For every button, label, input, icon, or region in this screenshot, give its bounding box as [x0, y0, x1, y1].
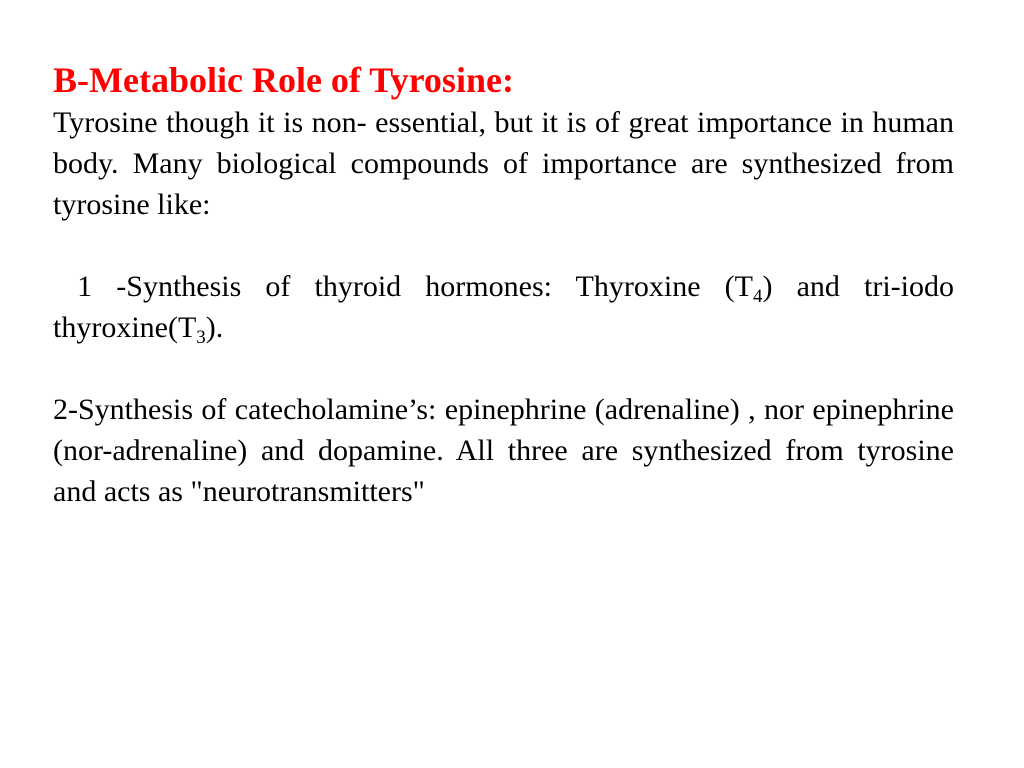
thyroid-text-start: 1 -Synthesis of thyroid hormones: Thyroxine (T [77, 270, 753, 303]
thyroid-hormones-paragraph [53, 266, 954, 348]
slide-title: B-Metabolic Role of Tyrosine: [53, 60, 514, 100]
t4-subscript: 4 [752, 286, 763, 307]
thyroid-text-middle: ) and tri-iodo thyroxine(T [53, 270, 954, 344]
t3-subscript: 3 [196, 327, 206, 348]
catecholamine-paragraph: 2-Synthesis of catecholamine’s: epinephrine (adrenaline) , nor epinephrine (nor-adrenaline) and dopamine. All three are synthesized from tyrosine and acts as "neurotransmitters" [53, 393, 954, 508]
spacer [53, 225, 954, 266]
thyroid-text-end: ). [205, 311, 224, 344]
spacer [53, 348, 954, 389]
slide-content [53, 58, 954, 512]
intro-paragraph: Tyrosine though it is non- essential, but it is of great importance in human body. Many biological compounds of importance are synthesized from tyrosine like: [53, 106, 954, 221]
